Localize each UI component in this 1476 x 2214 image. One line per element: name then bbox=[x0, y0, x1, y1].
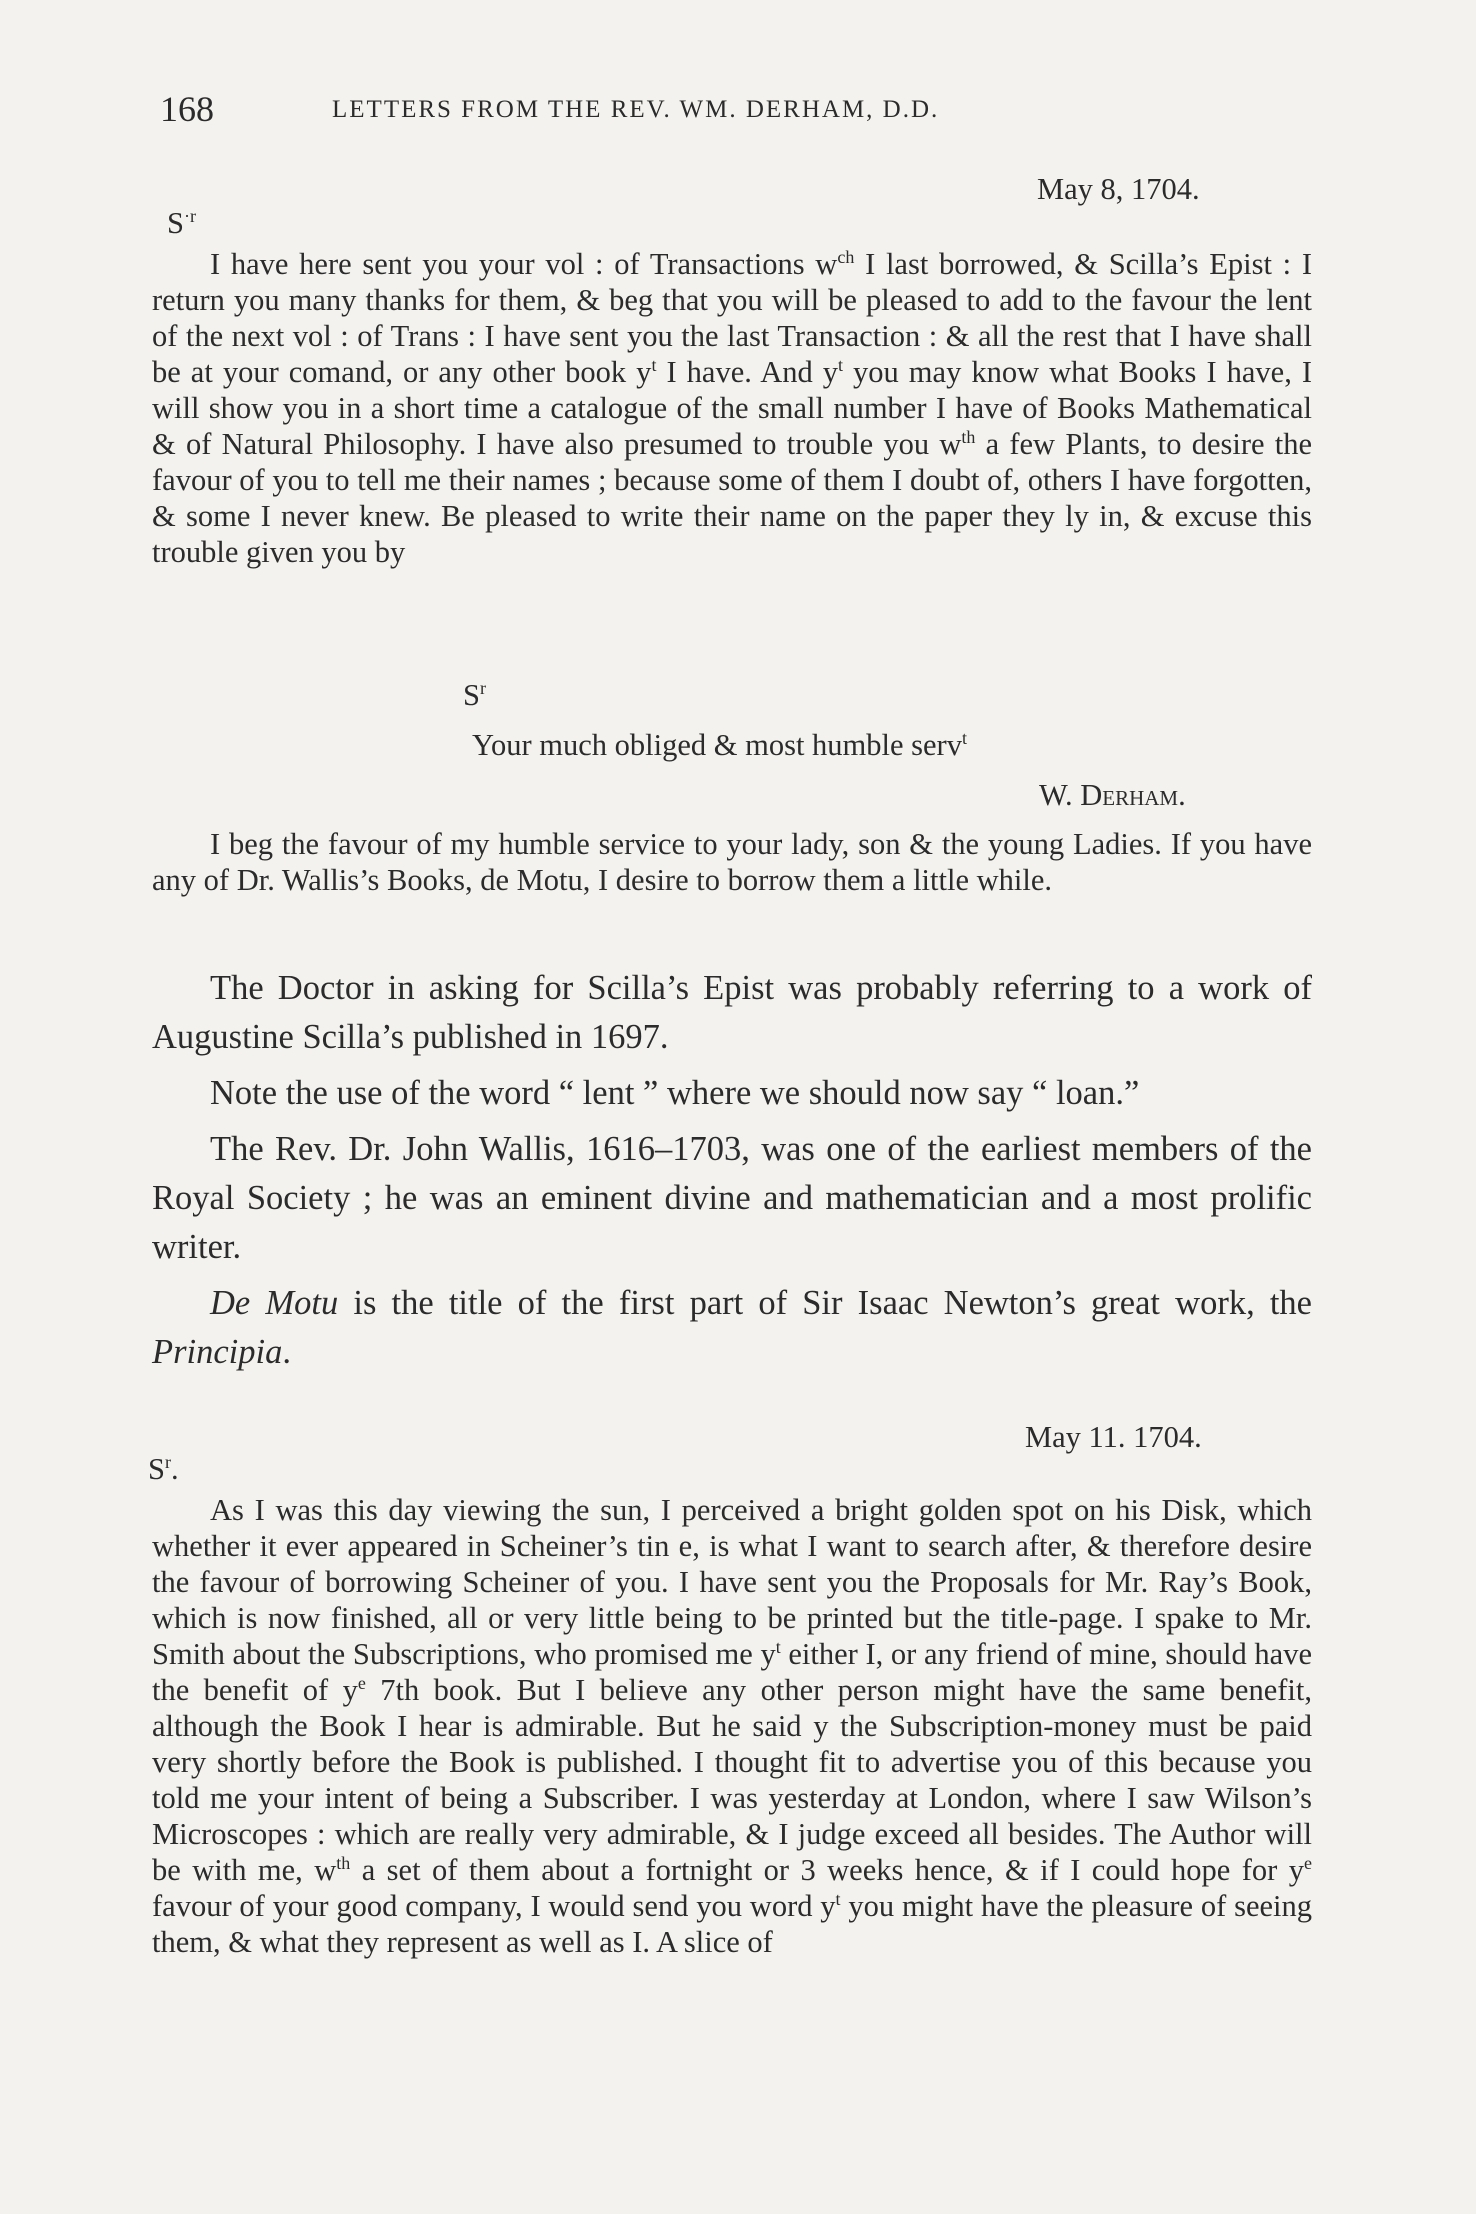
letter1-salutation: $S^{\cdot r}$ bbox=[167, 206, 196, 240]
letter1-postscript: I beg the favour of my humble service to your lady, son & the young Ladies. If you have any of Dr. Wallis’s Books, de Motu, I desire to borrow them a little while. bbox=[152, 827, 1312, 897]
letter1-body bbox=[152, 246, 1312, 570]
commentary-de-motu: De Motu is the title of the first part of Sir Isaac Newton’s great work, the Principia. bbox=[152, 1284, 1312, 1371]
page-number: 168 bbox=[160, 89, 214, 129]
commentary-scilla: The Doctor in asking for Scilla’s Epist was probably referring to a work of Augustine Scilla’s published in 1697. bbox=[152, 969, 1312, 1056]
letter2-date: May 11. 1704. bbox=[1025, 1420, 1202, 1454]
letter2-salutation: $S^r$. bbox=[148, 1452, 179, 1486]
letter2-body bbox=[152, 1492, 1312, 1960]
letter2-paragraph: As I was this day viewing the sun, I perceived a bright golden spot on his Disk, which whether it ever appeared in Scheiner’s tin e, is what I want to search after, & therefore desire the favour of borrowing Scheiner of you. I have sent you the Proposals for Mr. Ray’s Book, which is now finished, all or very little being to be printed but the title-page. I spake to Mr. Smith about the Subscriptions, who promised me $y^t$ either I, or any friend of mine, should have the benefit of $y^e$ 7th book. But I believe any other person might have the same benefit, although the Book I hear is admirable. But he said y the Subscription-money must be paid very shortly before the Book is published. I thought fit to advertise you of this because you told me your intent of being a Subscriber. I was yesterday at London, where I saw Wilson’s Microscopes : which are really very admirable, & I judge exceed all besides. The Author will be with me, $w^{th}$ a set of them about a fortnight or 3 weeks hence, & if I could hope for $y^e$ favour of your good company, I would send you word $y^t$ you might have the pleasure of seeing them, & what they represent as well as I. A slice of bbox=[152, 1493, 1313, 1959]
commentary bbox=[152, 964, 1312, 1377]
commentary-lent: Note the use of the word “ lent ” where we should now say “ loan.” bbox=[210, 1074, 1140, 1112]
letter1-date: May 8, 1704. bbox=[1037, 172, 1200, 206]
letter1-closing-line: Your much obliged & most humble serv$^t$ bbox=[472, 728, 967, 762]
commentary-wallis: The Rev. Dr. John Wallis, 1616–1703, was one of the earliest members of the Royal Society ; he was an eminent divine and mathematician and a most prolific writer. bbox=[152, 1130, 1312, 1266]
letter1-paragraph: I have here sent you your vol : of Transactions $w^{ch}$ I last borrowed, & Scilla’s Epist : I return you many thanks for them, & beg that you will be pleased to add to the favour the lent of the next vol : of Trans : I have sent you the last Transaction : & all the rest that I have shall be at your comand, or any other book $y^t$ I have. And $y^t$ you may know what Books I have, I will show you in a short time a catalogue of the small number I have of Books Mathematical & of Natural Philosophy. I have also presumed to trouble you $w^{th}$ a few Plants, to desire the favour of you to tell me their names ; because some of them I doubt of, others I have forgotten, & some I never knew. Be pleased to write their name on the paper they ly in, & excuse this trouble given you by bbox=[152, 247, 1313, 569]
letter1-signature: W. Derham. bbox=[1039, 778, 1186, 812]
running-title: LETTERS FROM THE REV. WM. DERHAM, D.D. bbox=[332, 96, 940, 123]
letter1-closing-sir: $S^r$ bbox=[463, 678, 486, 712]
page-header bbox=[160, 88, 1320, 128]
